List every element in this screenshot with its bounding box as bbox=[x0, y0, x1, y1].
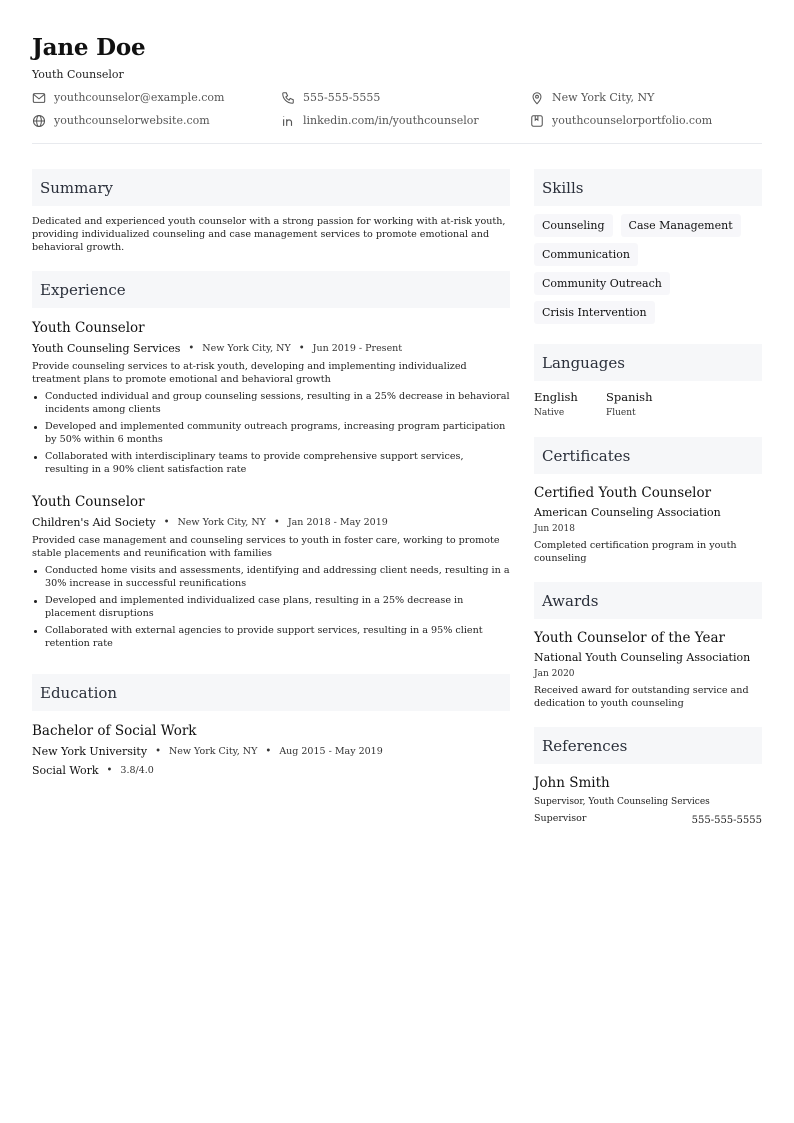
job-bullet: Collaborated with external agencies to provide support services, resulting in a 95% client retention rate bbox=[32, 624, 510, 650]
job-dates: Jan 2018 - May 2019 bbox=[287, 517, 388, 528]
mail-icon bbox=[32, 91, 46, 105]
left-column bbox=[32, 169, 510, 826]
skills-list bbox=[534, 214, 762, 330]
certificates-heading: Certificates bbox=[534, 437, 762, 474]
education-heading: Education bbox=[32, 674, 510, 711]
contact-portfolio[interactable] bbox=[530, 113, 762, 128]
reference-name: John Smith bbox=[534, 775, 610, 791]
skill-chip: Community Outreach bbox=[534, 272, 670, 295]
website-text: youthcounselorwebsite.com bbox=[54, 114, 210, 127]
job-title: Youth Counselor bbox=[32, 320, 145, 336]
separator-dot: • bbox=[298, 343, 305, 354]
job-title: Youth Counselor bbox=[32, 494, 145, 510]
job-location: New York City, NY bbox=[202, 343, 291, 354]
education-entry bbox=[32, 723, 510, 777]
languages-heading: Languages bbox=[534, 344, 762, 381]
gpa: 3.8/4.0 bbox=[120, 765, 154, 776]
skill-chip: Case Management bbox=[621, 214, 741, 237]
language-level: Native bbox=[534, 408, 565, 418]
right-column bbox=[534, 169, 762, 826]
certificate-org: American Counseling Association bbox=[534, 506, 721, 519]
language-item bbox=[534, 390, 606, 418]
location-text: New York City, NY bbox=[552, 91, 655, 104]
references-heading: References bbox=[534, 727, 762, 764]
award-org: National Youth Counseling Association bbox=[534, 651, 751, 664]
linkedin-icon bbox=[281, 114, 295, 128]
separator-dot: • bbox=[163, 517, 170, 528]
certificate-description: Completed certification program in youth counseling bbox=[534, 540, 737, 564]
job-description: Provide counseling services to at-risk youth, developing and implementing individualized treatment plans to promote emotional and behavioral growth bbox=[32, 361, 467, 385]
degree-title: Bachelor of Social Work bbox=[32, 723, 197, 739]
job-entry bbox=[32, 494, 510, 650]
resume-page bbox=[32, 34, 762, 826]
job-bullets bbox=[32, 564, 510, 650]
header-divider bbox=[32, 143, 762, 144]
contact-grid bbox=[32, 90, 762, 128]
job-meta bbox=[32, 342, 510, 355]
skill-chip: Counseling bbox=[534, 214, 613, 237]
certificate-title: Certified Youth Counselor bbox=[534, 485, 712, 501]
award-title: Youth Counselor of the Year bbox=[534, 630, 725, 646]
language-name: English bbox=[534, 390, 578, 404]
experience-heading: Experience bbox=[32, 271, 510, 308]
languages-list bbox=[534, 390, 762, 418]
summary-text: Dedicated and experienced youth counselor with a strong passion for working with at-risk youth, providing individualized counseling and case management services to promote emotional and behavioral growth. bbox=[32, 216, 506, 253]
job-bullets bbox=[32, 390, 510, 476]
separator-dot: • bbox=[106, 765, 113, 776]
reference-phone[interactable]: 555-555-5555 bbox=[691, 815, 762, 826]
job-dates: Jun 2019 - Present bbox=[312, 343, 403, 354]
contact-location bbox=[530, 90, 762, 105]
language-level: Fluent bbox=[606, 408, 636, 418]
contact-website[interactable] bbox=[32, 113, 281, 128]
job-location: New York City, NY bbox=[177, 517, 266, 528]
field-of-study: Social Work bbox=[32, 764, 99, 777]
job-entry bbox=[32, 320, 510, 476]
contact-linkedin[interactable] bbox=[281, 113, 530, 128]
job-meta bbox=[32, 516, 510, 529]
award-description: Received award for outstanding service and dedication to youth counseling bbox=[534, 685, 749, 709]
skill-chip: Communication bbox=[534, 243, 638, 266]
globe-icon bbox=[32, 114, 46, 128]
school-location: New York City, NY bbox=[168, 746, 258, 757]
reference-position: Supervisor, Youth Counseling Services bbox=[534, 797, 710, 807]
language-item bbox=[606, 390, 678, 418]
job-bullet: Conducted home visits and assessments, identifying and addressing client needs, resulting in a 30% increase in successful reunifications bbox=[32, 564, 510, 590]
education-dates: Aug 2015 - May 2019 bbox=[279, 746, 383, 757]
job-bullet: Developed and implemented community outreach programs, increasing program participation by 50% within 6 months bbox=[32, 420, 510, 446]
language-name: Spanish bbox=[606, 390, 653, 404]
skill-chip: Crisis Intervention bbox=[534, 301, 655, 324]
summary-heading: Summary bbox=[32, 169, 510, 206]
separator-dot: • bbox=[188, 343, 195, 354]
skills-heading: Skills bbox=[534, 169, 762, 206]
separator-dot: • bbox=[273, 517, 280, 528]
job-org: Youth Counseling Services bbox=[32, 342, 181, 355]
education-meta bbox=[32, 745, 510, 758]
job-bullet: Collaborated with interdisciplinary teams to provide comprehensive support services, resulting in a 90% client satisfaction rate bbox=[32, 450, 510, 476]
location-pin-icon bbox=[530, 91, 544, 105]
separator-dot: • bbox=[155, 746, 161, 757]
contact-phone[interactable] bbox=[281, 90, 530, 105]
job-description: Provided case management and counseling services to youth in foster care, working to promote stable placements and reunification with families bbox=[32, 535, 500, 559]
reference-relation: Supervisor bbox=[534, 813, 587, 824]
separator-dot: • bbox=[265, 746, 272, 757]
job-bullet: Conducted individual and group counseling sessions, resulting in a 25% decrease in behavioral incidents among clients bbox=[32, 390, 510, 416]
education-field-row bbox=[32, 764, 510, 777]
school-name: New York University bbox=[32, 745, 148, 758]
portfolio-icon bbox=[530, 114, 544, 128]
email-text: youthcounselor@example.com bbox=[54, 91, 225, 104]
phone-text: 555-555-5555 bbox=[303, 91, 381, 104]
linkedin-text: linkedin.com/in/youthcounselor bbox=[303, 114, 479, 127]
award-date: Jan 2020 bbox=[534, 669, 575, 679]
awards-heading: Awards bbox=[534, 582, 762, 619]
certificate-date: Jun 2018 bbox=[534, 524, 575, 534]
contact-email[interactable] bbox=[32, 90, 281, 105]
reference-details bbox=[534, 813, 762, 826]
phone-icon bbox=[281, 91, 295, 105]
job-org: Children's Aid Society bbox=[32, 516, 156, 529]
candidate-name: Jane Doe bbox=[32, 34, 146, 61]
candidate-title: Youth Counselor bbox=[32, 68, 124, 81]
portfolio-text: youthcounselorportfolio.com bbox=[552, 114, 713, 127]
job-bullet: Developed and implemented individualized case plans, resulting in a 25% decrease in placement disruptions bbox=[32, 594, 510, 620]
body-columns bbox=[32, 169, 762, 826]
